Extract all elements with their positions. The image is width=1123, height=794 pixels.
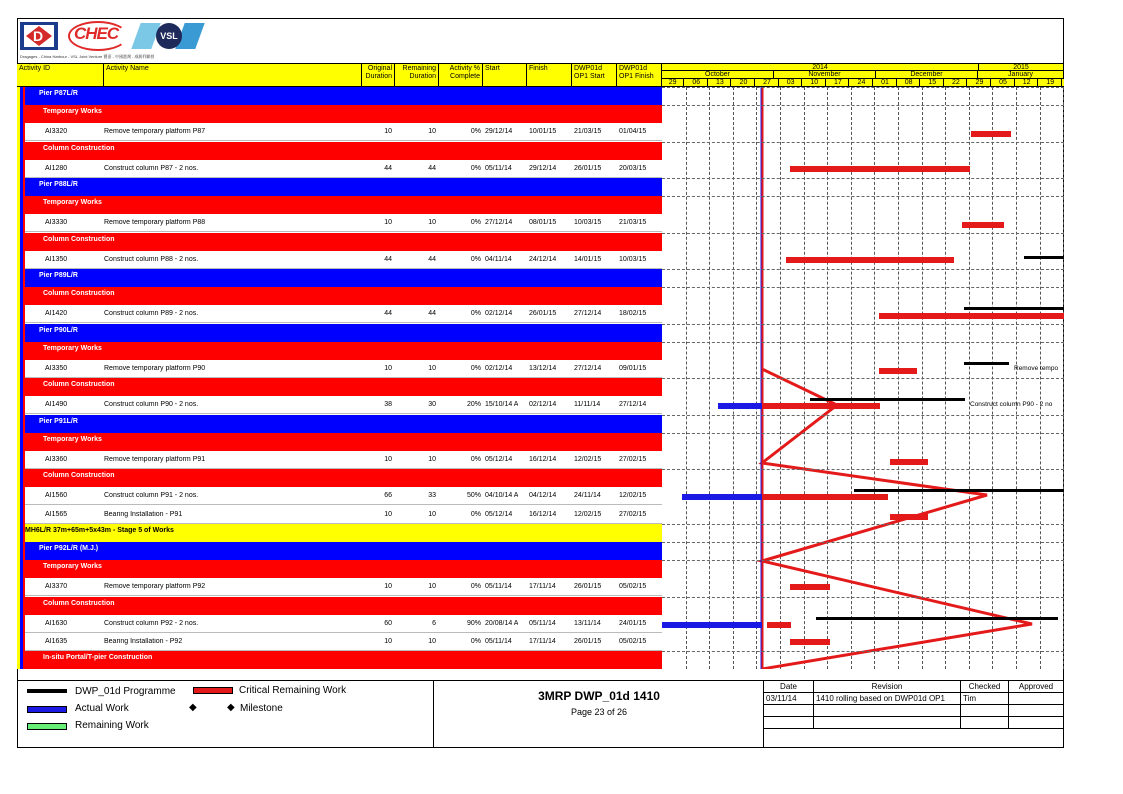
week-label: 01 xyxy=(874,79,896,87)
wbs-label: Pier P87L/R xyxy=(39,90,78,97)
activity-id-cell: AI1565 xyxy=(45,510,68,518)
finish-date-cell: 16/12/14 xyxy=(529,510,557,518)
start-date-cell: 02/12/14 xyxy=(485,310,513,318)
wbs-label: Temporary Works xyxy=(43,563,102,571)
wbs-label: In-situ Portal/T-pier Construction xyxy=(43,654,153,662)
wbs-band-group[interactable] xyxy=(17,342,662,360)
week-label: 19 xyxy=(1040,79,1062,87)
start-date-cell: 15/10/14 A xyxy=(485,401,519,409)
rev-header-revision: Revision xyxy=(814,681,961,693)
pct-complete-cell: 0% xyxy=(470,638,481,645)
pct-complete-cell: 20% xyxy=(466,401,481,409)
activity-name-cell: Remove temporary platform P92 xyxy=(104,583,206,591)
revision-table xyxy=(764,680,1064,748)
wbs-band-group[interactable] xyxy=(17,105,662,123)
logo-caption: Dragages - China Harbour - VSL Joint Venture 寶嘉 - 中國港灣 - 威勝利聯營 xyxy=(20,54,155,59)
remaining-duration-cell: 44 xyxy=(428,255,436,263)
legend-actual-swatch xyxy=(27,706,67,713)
start-date-cell: 05/12/14 xyxy=(485,510,513,518)
wbs-band-group[interactable] xyxy=(17,142,662,160)
title-block xyxy=(434,680,764,748)
activity-name-cell: Construct column P88 - 2 nos. xyxy=(104,255,199,263)
remaining-duration-cell: 10 xyxy=(428,510,436,518)
start-date-cell: 29/12/14 xyxy=(485,128,513,136)
wbs-label: Column Construction xyxy=(43,599,115,607)
logo-group xyxy=(18,20,218,62)
programme-bar[interactable] xyxy=(964,307,1064,310)
week-label: 27 xyxy=(756,79,778,87)
activity-id-cell: AI1630 xyxy=(45,619,68,627)
wbs-band-group[interactable] xyxy=(17,560,662,578)
activity-name-cell: Construct column P89 - 2 nos. xyxy=(104,310,199,318)
pct-complete-cell: 0% xyxy=(470,365,481,372)
month-december: December xyxy=(876,71,978,79)
original-duration-cell: 44 xyxy=(384,255,392,263)
finish-date-cell: 10/01/15 xyxy=(529,128,557,136)
wbs-band-pier[interactable] xyxy=(17,269,662,287)
op1-start-cell: 27/12/14 xyxy=(574,365,602,372)
activity-id-cell: AI1350 xyxy=(45,255,68,263)
wbs-band-pier[interactable] xyxy=(17,324,662,342)
row-separator xyxy=(662,597,1064,598)
legend-programme: DWP_01d Programme xyxy=(75,686,176,697)
original-duration-cell: 10 xyxy=(384,456,392,463)
activity-row[interactable] xyxy=(17,214,662,232)
wbs-band-group[interactable] xyxy=(17,196,662,214)
remaining-duration-cell: 33 xyxy=(428,492,436,500)
rev-empty-cell xyxy=(1009,717,1064,729)
legend-milestone: Milestone xyxy=(240,703,283,714)
pct-complete-cell: 0% xyxy=(470,128,481,136)
op1-start-cell: 24/11/14 xyxy=(574,492,601,500)
original-duration-cell: 60 xyxy=(384,619,392,627)
activity-name-cell: Bearing Installation - P92 xyxy=(104,638,183,645)
activity-id-cell: AI3320 xyxy=(45,128,68,136)
remaining-duration-cell: 10 xyxy=(428,638,436,645)
finish-date-cell: 08/01/15 xyxy=(529,219,557,227)
op1-finish-cell: 09/01/15 xyxy=(619,365,647,372)
finish-date-cell: 29/12/14 xyxy=(529,164,557,172)
rev-empty-cell xyxy=(764,705,814,717)
row-separator xyxy=(662,269,1064,270)
wbs-band-group[interactable] xyxy=(17,651,662,669)
programme-bar[interactable] xyxy=(810,398,965,401)
critical-bar[interactable] xyxy=(962,222,1004,228)
pct-complete-cell: 0% xyxy=(470,164,481,172)
activity-id-cell: AI3350 xyxy=(45,365,68,372)
start-date-cell: 20/08/14 A xyxy=(485,619,519,627)
row-separator xyxy=(662,651,1064,652)
op1-finish-cell: 20/03/15 xyxy=(619,164,647,172)
rev-empty-cell xyxy=(961,705,1009,717)
legend xyxy=(17,680,434,748)
rev-description: 1410 rolling based on DWP01d OP1 xyxy=(814,693,961,705)
activity-row[interactable] xyxy=(17,360,662,378)
critical-bar[interactable] xyxy=(971,131,1011,137)
op1-finish-cell: 05/02/15 xyxy=(619,638,647,645)
vsl-logo: VSL xyxy=(136,23,202,49)
row-separator xyxy=(662,196,1064,197)
activity-name-cell: Construct column P92 - 2 nos. xyxy=(104,619,199,627)
critical-bar[interactable] xyxy=(890,514,928,520)
activity-id-cell: AI3370 xyxy=(45,583,68,591)
wbs-label: Pier P90L/R xyxy=(39,326,78,334)
op1-start-cell: 11/11/14 xyxy=(574,401,601,409)
rev-header-date: Date xyxy=(764,681,814,693)
activity-row[interactable] xyxy=(17,578,662,596)
original-duration-cell: 10 xyxy=(384,128,392,136)
start-date-cell: 05/11/14 xyxy=(485,583,512,591)
week-label: 22 xyxy=(945,79,967,87)
week-label: 06 xyxy=(686,79,708,87)
week-label: 20 xyxy=(733,79,755,87)
wbs-band-group[interactable] xyxy=(17,233,662,251)
op1-start-cell: 21/03/15 xyxy=(574,128,602,136)
activity-id-cell: AI1490 xyxy=(45,401,68,409)
wbs-band-group[interactable] xyxy=(17,433,662,451)
wbs-label: Column Construction xyxy=(43,290,115,298)
activity-id-cell: AI1280 xyxy=(45,164,68,172)
legend-actual: Actual Work xyxy=(75,703,129,714)
row-separator xyxy=(662,287,1064,288)
row-separator xyxy=(662,87,1064,88)
activity-name-cell: Bearing Installation - P91 xyxy=(104,510,183,518)
week-label: 08 xyxy=(898,79,920,87)
pct-complete-cell: 0% xyxy=(470,310,481,318)
op1-start-cell: 12/02/15 xyxy=(574,456,602,463)
legend-critical-swatch xyxy=(193,687,233,694)
remaining-duration-cell: 30 xyxy=(428,401,436,409)
wbs-label: Temporary Works xyxy=(43,435,102,443)
op1-finish-cell: 27/12/14 xyxy=(619,401,647,409)
op1-start-cell: 27/12/14 xyxy=(574,310,602,318)
week-label: 17 xyxy=(827,79,849,87)
col-finish[interactable]: Finish xyxy=(527,64,572,86)
activity-row[interactable] xyxy=(17,451,662,469)
programme-bar[interactable] xyxy=(816,617,1058,620)
wbs-label: MH6L/R 37m+65m+5x43m - Stage 5 of Works xyxy=(25,526,174,534)
rev-empty-cell xyxy=(1009,705,1064,717)
legend-remaining: Remaining Work xyxy=(75,720,149,731)
row-separator xyxy=(662,542,1064,543)
pct-complete-cell: 0% xyxy=(470,219,481,227)
bar-label-p90-col: Construct column P90 - 2 no xyxy=(970,401,1053,409)
critical-bar[interactable] xyxy=(762,403,880,409)
col-start[interactable]: Start xyxy=(483,64,527,86)
col-rem-duration[interactable]: Remaining Duration xyxy=(395,64,439,86)
pct-complete-cell: 50% xyxy=(466,492,481,500)
rev-empty-cell xyxy=(961,717,1009,729)
wbs-label: Pier P92L/R (M.J.) xyxy=(39,545,99,552)
activity-name-cell: Construct column P90 - 2 nos. xyxy=(104,401,199,409)
start-date-cell: 04/11/14 xyxy=(485,255,512,263)
rev-empty-cell xyxy=(814,717,961,729)
op1-finish-cell: 27/02/15 xyxy=(619,456,647,463)
remaining-duration-cell: 10 xyxy=(428,128,436,136)
wbs-band-group[interactable] xyxy=(17,469,662,487)
row-separator xyxy=(662,342,1064,343)
month-november: November xyxy=(774,71,876,79)
activity-row[interactable] xyxy=(17,305,662,323)
remaining-duration-cell: 6 xyxy=(432,619,436,627)
critical-bar[interactable] xyxy=(790,639,830,645)
op1-finish-cell: 27/02/15 xyxy=(619,510,647,518)
start-date-cell: 02/12/14 xyxy=(485,365,513,372)
wbs-label: Column Construction xyxy=(43,472,115,480)
remaining-duration-cell: 10 xyxy=(428,365,436,372)
finish-date-cell: 17/11/14 xyxy=(529,638,556,645)
col-activity-id[interactable]: Activity ID xyxy=(17,64,104,86)
op1-finish-cell: 05/02/15 xyxy=(619,583,647,591)
actual-bar[interactable] xyxy=(718,403,762,409)
remaining-duration-cell: 44 xyxy=(428,310,436,318)
wbs-band-group[interactable] xyxy=(17,378,662,396)
activity-id-cell: AI3330 xyxy=(45,219,68,227)
programme-bar[interactable] xyxy=(854,489,1064,492)
wbs-band-stage[interactable] xyxy=(17,524,662,542)
col-orig-duration[interactable]: Original Duration xyxy=(362,64,395,86)
row-separator xyxy=(662,433,1064,434)
pct-complete-cell: 0% xyxy=(470,456,481,463)
programme-bar[interactable] xyxy=(964,362,1009,365)
critical-bar[interactable] xyxy=(879,313,1064,319)
op1-start-cell: 13/11/14 xyxy=(574,619,601,627)
critical-bar[interactable] xyxy=(790,584,830,590)
rev-checked: Tim xyxy=(961,693,1009,705)
wbs-label: Column Construction xyxy=(43,381,115,389)
week-label: 13 xyxy=(709,79,731,87)
original-duration-cell: 44 xyxy=(384,164,392,172)
week-label: 10 xyxy=(804,79,826,87)
wbs-label: Temporary Works xyxy=(43,108,102,116)
original-duration-cell: 10 xyxy=(384,583,392,591)
activity-id-cell: AI1635 xyxy=(45,638,68,645)
op1-start-cell: 26/01/15 xyxy=(574,638,602,645)
rev-date: 03/11/14 xyxy=(764,693,814,705)
row-separator xyxy=(662,324,1064,325)
row-separator xyxy=(662,378,1064,379)
rev-header-checked: Checked xyxy=(961,681,1009,693)
finish-date-cell: 05/11/14 xyxy=(529,619,556,627)
legend-programme-swatch xyxy=(27,689,67,693)
page-number: Page 23 of 26 xyxy=(570,707,628,717)
remaining-duration-cell: 10 xyxy=(428,583,436,591)
timeline-header xyxy=(662,63,1064,87)
col-pct-complete[interactable]: Activity % Complete xyxy=(439,64,483,86)
wbs-label: Pier P88L/R xyxy=(39,181,78,188)
month-january: January xyxy=(978,71,1064,79)
week-label: 15 xyxy=(922,79,944,87)
wbs-band-pier[interactable] xyxy=(17,178,662,196)
critical-bar[interactable] xyxy=(762,494,888,500)
row-separator xyxy=(662,105,1064,106)
activity-row[interactable] xyxy=(17,487,662,505)
week-label: 05 xyxy=(992,79,1014,87)
drawing-title: 3MRP DWP_01d 1410 xyxy=(538,689,660,703)
rev-header-approved: Approved xyxy=(1009,681,1064,693)
activity-name-cell: Remove temporary platform P88 xyxy=(104,219,206,227)
pct-complete-cell: 0% xyxy=(470,510,481,518)
original-duration-cell: 10 xyxy=(384,510,392,518)
activity-row[interactable] xyxy=(17,506,662,524)
month-october: October xyxy=(662,71,774,79)
bar-label-p90-temp: Remove tempo xyxy=(1014,365,1059,372)
col-op1-finish[interactable]: DWP01d OP1 Finish xyxy=(617,64,662,86)
activity-name-cell: Construct column P91 - 2 nos. xyxy=(104,492,199,500)
actual-bar[interactable] xyxy=(682,494,762,500)
start-date-cell: 05/11/14 xyxy=(485,164,512,172)
activity-name-cell: Remove temporary platform P87 xyxy=(104,128,206,136)
milestone-diamond-icon: ◆ xyxy=(189,702,197,713)
wbs-band-pier[interactable] xyxy=(17,87,662,105)
week-label: 24 xyxy=(851,79,873,87)
row-separator xyxy=(662,415,1064,416)
wbs-label: Pier P91L/R xyxy=(39,417,78,425)
remaining-duration-cell: 10 xyxy=(428,456,436,463)
activity-row[interactable] xyxy=(17,396,662,414)
legend-critical: Critical Remaining Work xyxy=(239,685,347,696)
activity-id-cell: AI1420 xyxy=(45,310,68,318)
year-2015: 2015 xyxy=(979,64,1064,71)
activity-row[interactable] xyxy=(17,160,662,178)
wbs-label: Column Construction xyxy=(43,144,115,152)
critical-bar[interactable] xyxy=(767,622,791,628)
gantt-timeline[interactable] xyxy=(662,87,1064,669)
finish-date-cell: 13/12/14 xyxy=(529,365,557,372)
table-header xyxy=(17,63,662,87)
finish-date-cell: 02/12/14 xyxy=(529,401,557,409)
op1-start-cell: 14/01/15 xyxy=(574,255,602,263)
pct-complete-cell: 0% xyxy=(470,583,481,591)
op1-start-cell: 12/02/15 xyxy=(574,510,602,518)
op1-finish-cell: 18/02/15 xyxy=(619,310,647,318)
finish-date-cell: 17/11/14 xyxy=(529,583,556,591)
col-op1-start[interactable]: DWP01d OP1 Start xyxy=(572,64,617,86)
original-duration-cell: 10 xyxy=(384,638,392,645)
original-duration-cell: 10 xyxy=(384,219,392,227)
pct-complete-cell: 90% xyxy=(466,619,481,627)
start-date-cell: 04/10/14 A xyxy=(485,492,519,500)
original-duration-cell: 44 xyxy=(384,310,392,318)
remaining-duration-cell: 44 xyxy=(428,164,436,172)
row-separator xyxy=(662,178,1064,179)
legend-remaining-swatch xyxy=(27,723,67,730)
activity-name-cell: Construct column P87 - 2 nos. xyxy=(104,164,199,172)
milestone-diamond-icon-2: ◆ xyxy=(227,702,235,713)
op1-finish-cell: 12/02/15 xyxy=(619,492,647,500)
op1-finish-cell: 01/04/15 xyxy=(619,128,647,136)
finish-date-cell: 04/12/14 xyxy=(529,492,557,500)
row-separator xyxy=(662,560,1064,561)
remaining-duration-cell: 10 xyxy=(428,219,436,227)
pct-complete-cell: 0% xyxy=(470,255,481,263)
critical-bar[interactable] xyxy=(786,257,954,263)
activity-id-cell: AI3360 xyxy=(45,456,68,463)
week-label: 03 xyxy=(780,79,802,87)
activity-row[interactable] xyxy=(17,633,662,651)
start-date-cell: 05/12/14 xyxy=(485,456,513,463)
op1-start-cell: 26/01/15 xyxy=(574,164,602,172)
activity-name-cell: Remove temporary platform P91 xyxy=(104,456,206,463)
year-2014: 2014 xyxy=(662,64,979,71)
wbs-band-group[interactable] xyxy=(17,597,662,615)
week-label: 29 xyxy=(662,79,684,87)
op1-start-cell: 26/01/15 xyxy=(574,583,602,591)
op1-start-cell: 10/03/15 xyxy=(574,219,602,227)
op1-finish-cell: 24/01/15 xyxy=(619,619,647,627)
rev-empty-cell xyxy=(814,705,961,717)
activity-id-cell: AI1560 xyxy=(45,492,68,500)
chec-logo: CHEC xyxy=(74,24,119,43)
wbs-label: Pier P89L/R xyxy=(39,272,78,279)
dragages-logo: D xyxy=(20,22,58,50)
week-label: 12 xyxy=(1016,79,1038,87)
actual-bar[interactable] xyxy=(662,622,762,628)
row-separator xyxy=(662,233,1064,234)
row-separator xyxy=(662,524,1064,525)
finish-date-cell: 16/12/14 xyxy=(529,456,557,463)
wbs-label: Column Construction xyxy=(43,235,115,243)
finish-date-cell: 24/12/14 xyxy=(529,255,557,263)
original-duration-cell: 38 xyxy=(384,401,392,409)
wbs-band-group[interactable] xyxy=(17,287,662,305)
op1-finish-cell: 10/03/15 xyxy=(619,255,647,263)
wbs-label: Temporary Works xyxy=(43,199,102,207)
wbs-band-pier[interactable] xyxy=(17,542,662,560)
programme-bar[interactable] xyxy=(1024,256,1064,259)
col-activity-name[interactable]: Activity Name xyxy=(104,64,362,86)
row-separator xyxy=(662,142,1064,143)
rev-empty-cell xyxy=(764,717,814,729)
rev-approved xyxy=(1009,693,1064,705)
start-date-cell: 27/12/14 xyxy=(485,219,513,227)
critical-bar[interactable] xyxy=(879,368,917,374)
op1-finish-cell: 21/03/15 xyxy=(619,219,647,227)
activity-row[interactable] xyxy=(17,615,662,633)
wbs-band-pier[interactable] xyxy=(17,415,662,433)
activity-row[interactable] xyxy=(17,251,662,269)
week-label: 29 xyxy=(969,79,991,87)
activity-name-cell: Remove temporary platform P90 xyxy=(104,365,206,372)
original-duration-cell: 66 xyxy=(384,492,392,500)
start-date-cell: 05/11/14 xyxy=(485,638,512,645)
critical-bar[interactable] xyxy=(890,459,928,465)
critical-bar[interactable] xyxy=(790,166,970,172)
activity-row[interactable] xyxy=(17,123,662,141)
red-stripe xyxy=(23,87,25,669)
original-duration-cell: 10 xyxy=(384,365,392,372)
row-separator xyxy=(662,469,1064,470)
finish-date-cell: 26/01/15 xyxy=(529,310,557,318)
wbs-label: Temporary Works xyxy=(43,344,102,352)
